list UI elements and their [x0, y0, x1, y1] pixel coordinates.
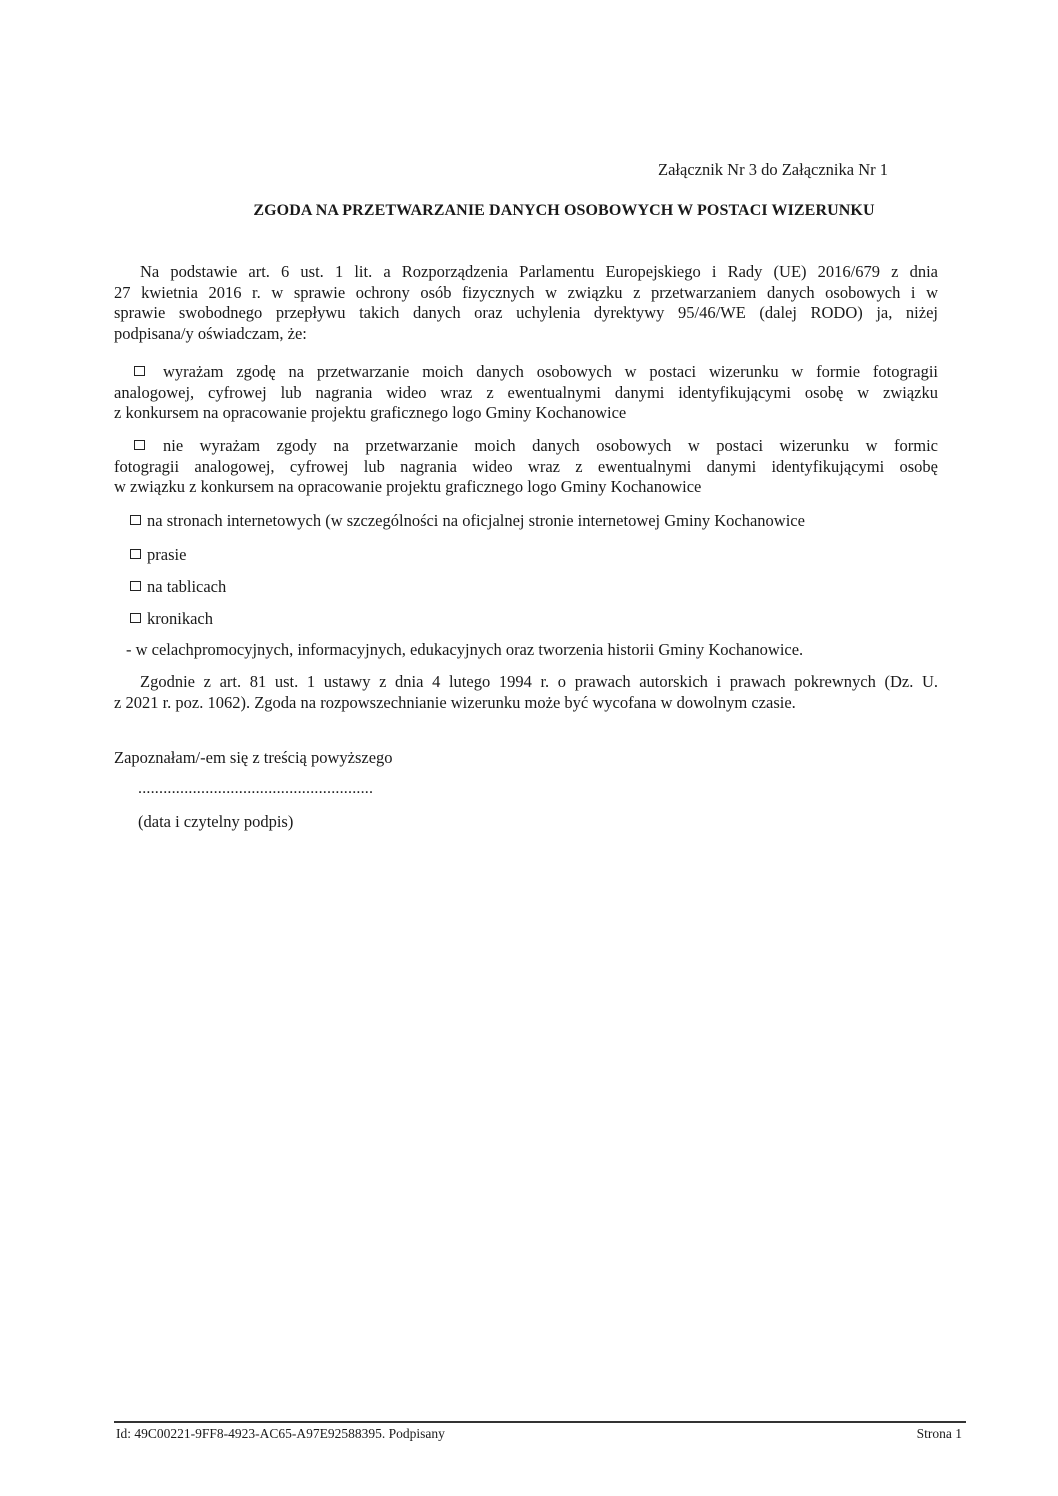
channel-internet-checkbox[interactable] — [130, 515, 141, 525]
intro-line: podpisana/y oświadczam, że: — [114, 323, 307, 343]
no-consent-option-text: w związku z konkursem na opracowanie projektu graficznego logo Gminy Kochanowice — [114, 477, 702, 496]
channel-label: na tablicach — [147, 577, 227, 596]
annex-label: Załącznik Nr 3 do Załącznika Nr 1 — [658, 160, 888, 179]
channel-item-chronicles — [130, 609, 213, 629]
legal-basis-paragraph — [114, 672, 938, 713]
consent-option-text: analogowej, cyfrowej lub nagrania wideo wraz z ewentualnymi danymi identyfikującymi osobę w związku — [114, 382, 938, 402]
channel-boards-checkbox[interactable] — [130, 581, 141, 591]
no-consent-checkbox[interactable] — [134, 440, 145, 450]
intro-line: Na podstawie art. 6 ust. 1 lit. a Rozporządzenia Parlamentu Europejskiego i Rady (UE) 2016/679 z dnia — [140, 262, 938, 281]
consent-checkbox[interactable] — [134, 366, 145, 376]
no-consent-option — [114, 436, 938, 498]
consent-option — [114, 362, 938, 424]
channel-item-press — [130, 545, 186, 565]
document-id: Id: 49C00221-9FF8-4923-AC65-A97E92588395. Podpisany — [116, 1426, 445, 1441]
channel-label: prasie — [147, 545, 187, 564]
acknowledgement-text: Zapoznałam/-em się z treścią powyższego — [114, 748, 393, 767]
law-line: Zgodnie z art. 81 ust. 1 ustawy z dnia 4 lutego 1994 r. o prawach autorskich i prawach pokrewnych (Dz. U. — [140, 672, 938, 691]
channel-label: na stronach internetowych (w szczególności na oficjalnej stronie internetowej Gminy Kochanowice — [147, 511, 805, 530]
law-line: z 2021 r. poz. 1062). Zgoda na rozpowszechnianie wizerunku może być wycofana w dowolnym czasie. — [114, 692, 796, 712]
footer-divider — [114, 1421, 966, 1423]
channel-item-boards — [130, 577, 226, 597]
page-number: Strona 1 — [916, 1426, 962, 1441]
intro-line: sprawie swobodnego przepływu takich danych oraz uchylenia dyrektywy 95/46/WE (dalej RODO) ja, niżej — [114, 303, 938, 322]
intro-paragraph — [114, 262, 938, 344]
channel-item-internet — [130, 511, 805, 531]
no-consent-option-text: fotogragii analogowej, cyfrowej lub nagrania wideo wraz z ewentualnymi danymi identyfikującymi osobę — [114, 456, 938, 476]
channel-press-checkbox[interactable] — [130, 549, 141, 559]
channel-chronicles-checkbox[interactable] — [130, 613, 141, 623]
channel-label: kronikach — [147, 609, 213, 628]
signature-caption: (data i czytelny podpis) — [138, 812, 294, 831]
document-title: ZGODA NA PRZETWARZANIE DANYCH OSOBOWYCH W POSTACI WIZERUNKU — [253, 202, 875, 219]
no-consent-option-text: nie wyrażam zgody na przetwarzanie moich danych osobowych w postaci wizerunku w formic — [163, 436, 938, 455]
consent-option-text: z konkursem na opracowanie projektu graficznego logo Gminy Kochanowice — [114, 403, 627, 422]
consent-option-text: wyrażam zgodę na przetwarzanie moich danych osobowych w postaci wizerunku w formie fotogragii — [163, 362, 938, 381]
signature-field[interactable]: ........................................................ — [138, 780, 374, 797]
purpose-statement: - w celachpromocyjnych, informacyjnych, edukacyjnych oraz tworzenia historii Gminy Kochanowice. — [126, 640, 804, 659]
intro-line: 27 kwietnia 2016 r. w sprawie ochrony osób fizycznych w związku z przetwarzaniem danych osobowych i w — [114, 282, 938, 302]
